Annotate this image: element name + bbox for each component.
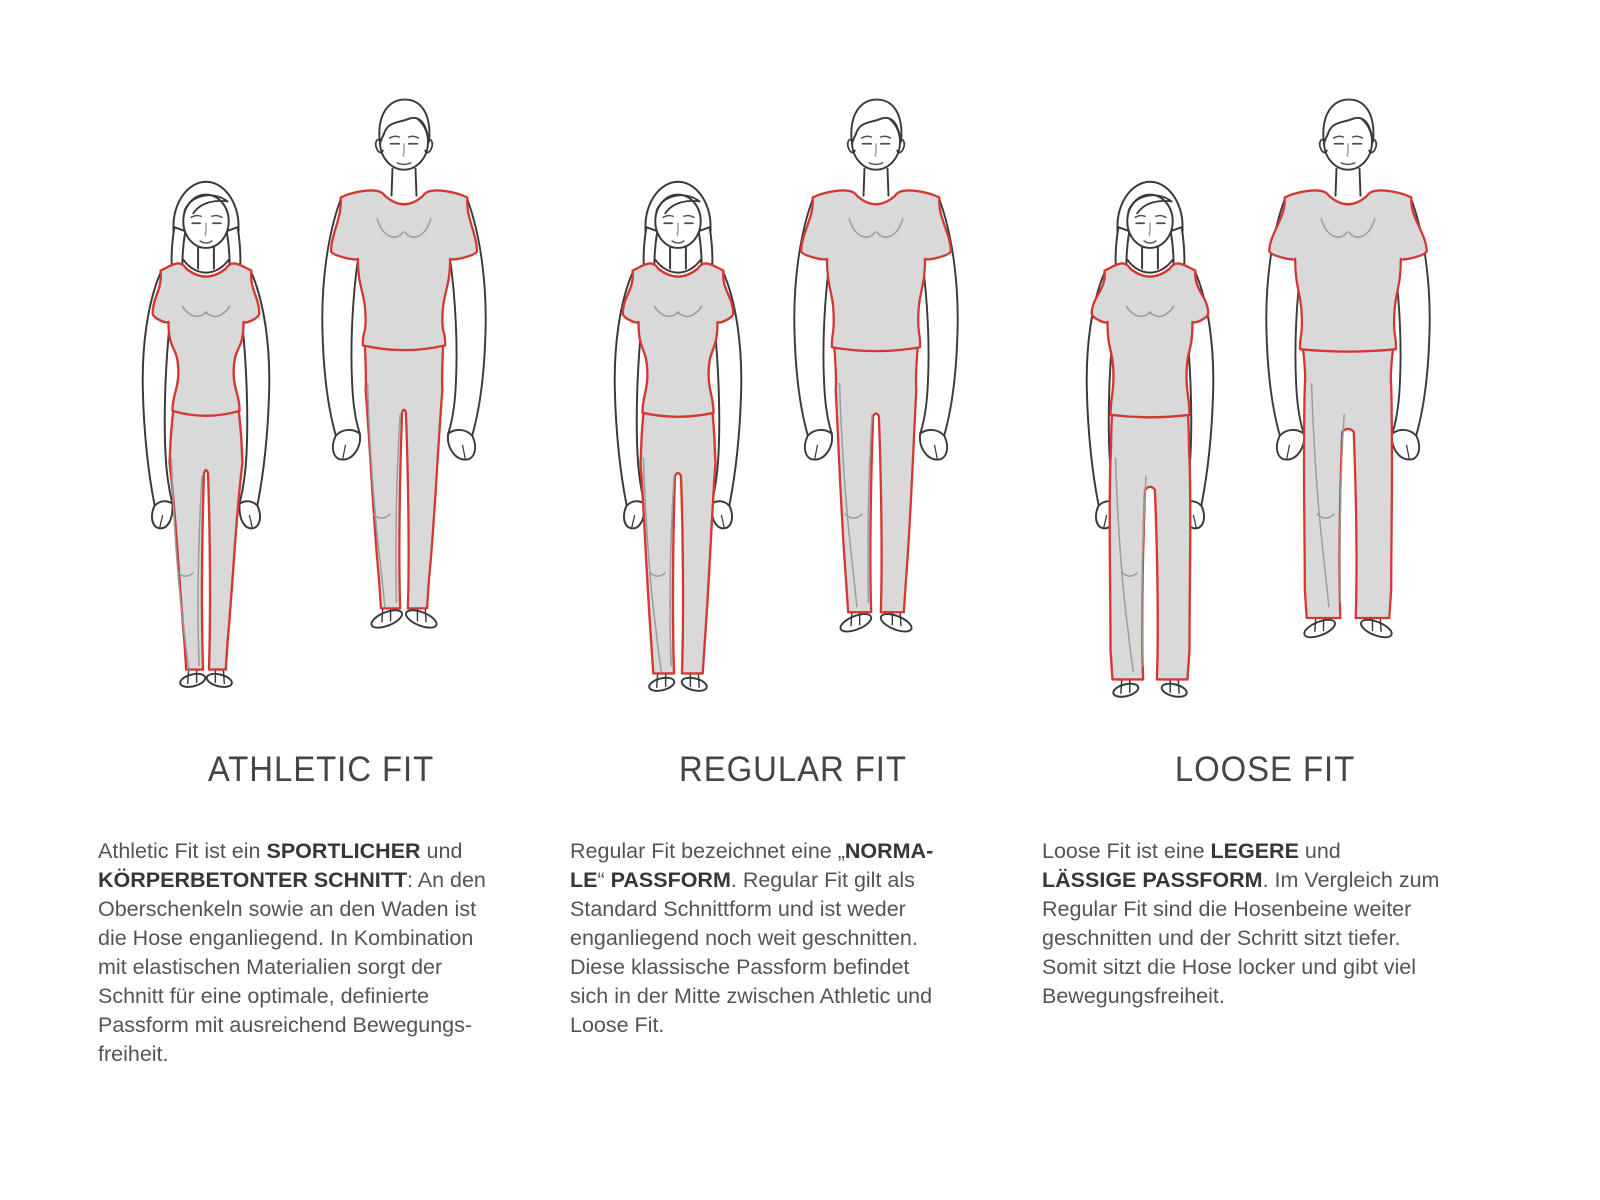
text-segment: “: [597, 868, 611, 892]
text-segment: sich in der Mitte zwischen Athletic und: [570, 984, 933, 1008]
text-segment: Bewegungsfreiheit.: [1042, 984, 1225, 1008]
text-line: [570, 837, 1016, 866]
text-segment: und: [1298, 839, 1341, 863]
text-line: [1042, 982, 1488, 1011]
text-line: [1042, 953, 1488, 982]
text-segment: die Hose enganliegend. In Kombination: [98, 926, 474, 950]
text-line: [570, 982, 1016, 1011]
text-segment: Diese klassische Passform befindet: [570, 955, 910, 979]
fit-column-regular: [570, 0, 1016, 1200]
text-segment: Loose Fit.: [570, 1013, 665, 1037]
text-line: [1042, 866, 1488, 895]
text-segment: freiheit.: [98, 1042, 169, 1066]
text-segment: geschnitten und der Schritt sitzt tiefer.: [1042, 926, 1401, 950]
man-figure-illustration: [1252, 90, 1444, 666]
text-segment: LEGERE: [1210, 839, 1299, 863]
fit-heading: LOOSE FIT: [1174, 750, 1356, 789]
text-segment: Regular Fit sind die Hosenbeine weiter: [1042, 897, 1412, 921]
text-line: [1042, 924, 1488, 953]
text-segment: enganliegend noch weit geschnitten.: [570, 926, 918, 950]
text-line: [1042, 837, 1488, 866]
figure-pair: [98, 90, 544, 740]
text-line: [570, 924, 1016, 953]
fit-description: [1042, 837, 1488, 1011]
text-segment: Loose Fit ist eine: [1042, 839, 1211, 863]
woman-figure-illustration: [1066, 166, 1234, 709]
text-segment: LÄSSIGE PASSFORM: [1042, 868, 1263, 892]
woman-figure-illustration: [122, 166, 290, 709]
text-line: [570, 895, 1016, 924]
text-segment: und: [420, 839, 463, 863]
text-segment: Passform mit ausreichend Bewegungs-: [98, 1013, 473, 1037]
text-line: [98, 866, 544, 895]
text-line: [1042, 895, 1488, 924]
fit-column-athletic: [98, 0, 544, 1200]
fit-heading: REGULAR FIT: [679, 750, 907, 789]
text-segment: Standard Schnittform und ist weder: [570, 897, 906, 921]
text-segment: Athletic Fit ist ein: [98, 839, 267, 863]
text-line: [98, 895, 544, 924]
text-segment: PASSFORM: [610, 868, 731, 892]
figure-pair: [1042, 90, 1488, 740]
text-line: [570, 866, 1016, 895]
text-line: [570, 953, 1016, 982]
woman-figure-illustration: [594, 166, 762, 709]
text-segment: . Regular Fit gilt als: [730, 868, 915, 892]
man-figure-illustration: [308, 90, 500, 666]
text-line: [98, 924, 544, 953]
text-segment: Schnitt für eine optimale, definierte: [98, 984, 430, 1008]
text-segment: : An den: [406, 868, 486, 892]
text-segment: KÖRPERBETONTER SCHNITT: [98, 868, 407, 892]
text-segment: SPORTLICHER: [266, 839, 421, 863]
fit-heading: ATHLETIC FIT: [207, 750, 435, 789]
text-segment: Somit sitzt die Hose locker und gibt viel: [1042, 955, 1417, 979]
text-segment: NORMA-: [844, 839, 934, 863]
text-line: [98, 837, 544, 866]
text-line: [98, 982, 544, 1011]
text-line: [570, 1011, 1016, 1040]
text-line: [98, 953, 544, 982]
man-figure-illustration: [780, 90, 972, 666]
text-segment: mit elastischen Materialien sorgt der: [98, 955, 443, 979]
fit-column-loose: [1042, 0, 1488, 1200]
fit-description: [570, 837, 1016, 1040]
text-segment: LE: [570, 868, 598, 892]
text-segment: Regular Fit bezeichnet eine „: [570, 839, 845, 863]
text-line: [98, 1040, 544, 1069]
text-segment: . Im Vergleich zum: [1262, 868, 1440, 892]
text-line: [98, 1011, 544, 1040]
figure-pair: [570, 90, 1016, 740]
text-segment: Oberschenkeln sowie an den Waden ist: [98, 897, 477, 921]
fit-description: [98, 837, 544, 1069]
